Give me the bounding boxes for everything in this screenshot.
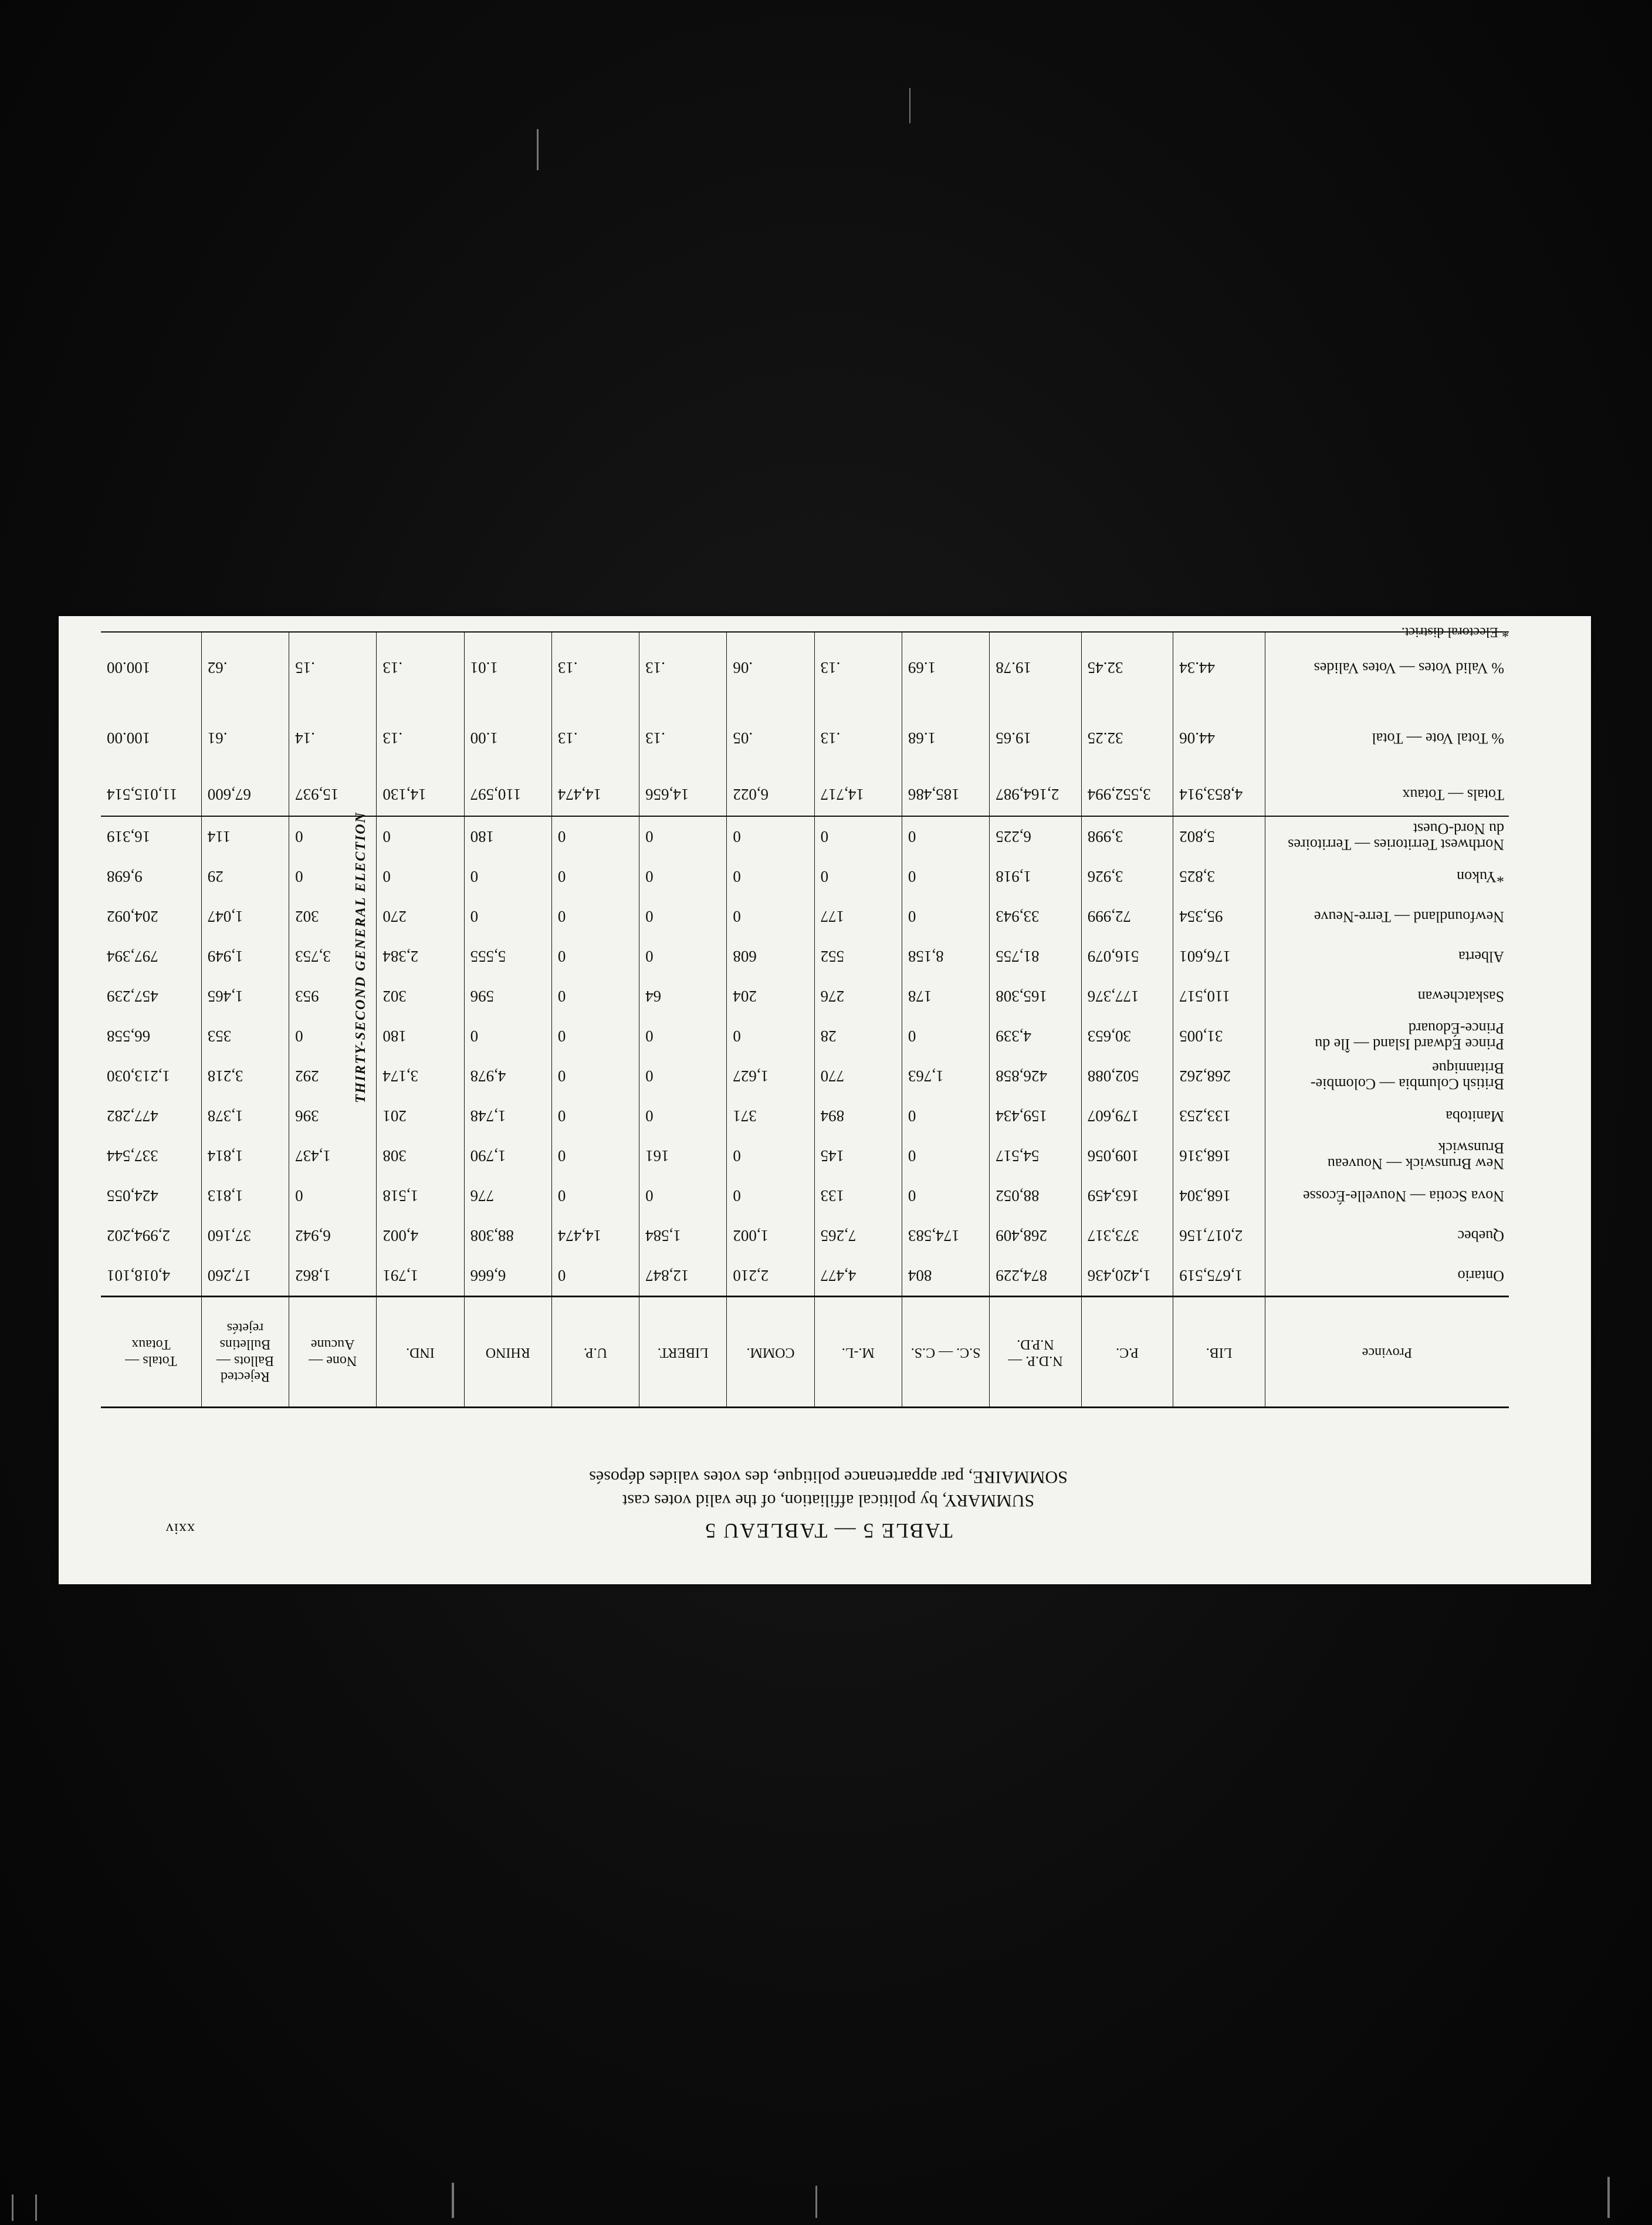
cell-rejected: 29 — [201, 857, 289, 897]
cell-totals: 337,544 — [101, 1136, 201, 1176]
row-label: *Yukon — [1457, 868, 1504, 885]
cell-ind: 14,130 — [377, 773, 464, 816]
cell-pc: 3,926 — [1081, 857, 1173, 897]
cell-up: 0 — [551, 1256, 639, 1297]
cell-ind: 201 — [377, 1096, 464, 1136]
percent-total-row — [101, 703, 1509, 773]
row-label: Alberta — [1458, 948, 1504, 965]
document-sheet — [59, 616, 1591, 1584]
row-label: British Columbia — Colombie-Britannique — [1310, 1060, 1504, 1093]
cell-lib: 268,262 — [1173, 1056, 1265, 1096]
summary-table — [101, 631, 1509, 1408]
cell-rhino: 4,978 — [464, 1056, 551, 1096]
cell-sc: 1.69 — [902, 632, 989, 703]
cell-lib: 44.34 — [1173, 632, 1265, 703]
cell-rhino: 1.01 — [464, 632, 551, 703]
table-row — [101, 1056, 1509, 1096]
table-row — [101, 936, 1509, 976]
cell-comm: 0 — [727, 857, 814, 897]
cell-totals: 4,018,101 — [101, 1256, 201, 1297]
cell-lib: 133,253 — [1173, 1096, 1265, 1136]
cell-ndp: 4,339 — [990, 1016, 1082, 1056]
cell-totals: 457,239 — [101, 976, 201, 1016]
cell-ind: 0 — [377, 857, 464, 897]
cell-ndp: 19.65 — [990, 703, 1082, 773]
cell-ml: 894 — [814, 1096, 902, 1136]
cell-ndp: 2,164,987 — [990, 773, 1082, 816]
cell-rejected: .61 — [201, 703, 289, 773]
header-up: U.P. — [551, 1297, 639, 1408]
cell-none: 1,437 — [289, 1136, 377, 1176]
film-scratch — [452, 2183, 454, 2218]
film-scratch — [537, 129, 539, 170]
cell-none: 0 — [289, 1176, 377, 1216]
film-scratch — [1607, 2177, 1610, 2218]
cell-lib: 44.06 — [1173, 703, 1265, 773]
cell-pc: 30,653 — [1081, 1016, 1173, 1056]
cell-rejected: 1,047 — [201, 897, 289, 936]
cell-comm: .06 — [727, 632, 814, 703]
cell-rejected: 353 — [201, 1016, 289, 1056]
cell-pc: 32.25 — [1081, 703, 1173, 773]
cell-sc: 1,763 — [902, 1056, 989, 1096]
cell-comm: 204 — [727, 976, 814, 1016]
table-row — [101, 1016, 1509, 1056]
cell-lib: 2,017,156 — [1173, 1216, 1265, 1256]
cell-totals: 2,994,202 — [101, 1216, 201, 1256]
cell-ml: 276 — [814, 976, 902, 1016]
cell-libert: 0 — [639, 897, 727, 936]
cell-lib: 4,853,914 — [1173, 773, 1265, 816]
cell-totals: 1,213,030 — [101, 1056, 201, 1096]
cell-totals: 11,015,514 — [101, 773, 201, 816]
cell-lib: 5,802 — [1173, 816, 1265, 857]
cell-rhino: 0 — [464, 897, 551, 936]
film-scratch — [12, 2194, 13, 2221]
cell-sc: 0 — [902, 1176, 989, 1216]
film-scratch — [35, 2194, 37, 2221]
header-ind: IND. — [377, 1297, 464, 1408]
cell-rejected: 1,378 — [201, 1096, 289, 1136]
cell-up: 0 — [551, 857, 639, 897]
cell-ndp: 6,225 — [990, 816, 1082, 857]
cell-comm: 6,022 — [727, 773, 814, 816]
cell-pc: 516,079 — [1081, 936, 1173, 976]
row-label: Quebec — [1457, 1227, 1504, 1245]
header-lib: LIB. — [1173, 1297, 1265, 1408]
cell-sc: 8,158 — [902, 936, 989, 976]
cell-libert: 0 — [639, 1016, 727, 1056]
cell-comm: 1,627 — [727, 1056, 814, 1096]
cell-rhino: 5,555 — [464, 936, 551, 976]
cell-pc: 163,459 — [1081, 1176, 1173, 1216]
cell-none: 0 — [289, 1016, 377, 1056]
running-title: THIRTY-SECOND GENERAL ELECTION — [353, 811, 368, 1103]
cell-libert: 0 — [639, 816, 727, 857]
cell-lib: 168,304 — [1173, 1176, 1265, 1216]
cell-pc: 3,998 — [1081, 816, 1173, 857]
film-scratch — [815, 2186, 817, 2218]
cell-none: 292 — [289, 1056, 377, 1096]
cell-rejected: 1,949 — [201, 936, 289, 976]
header-ml: M.-L. — [814, 1297, 902, 1408]
table-row — [101, 1096, 1509, 1136]
row-label: Totals — Totaux — [1265, 773, 1509, 816]
cell-ind: .13 — [377, 703, 464, 773]
cell-ml: 552 — [814, 936, 902, 976]
cell-up: .13 — [551, 632, 639, 703]
cell-ml: 177 — [814, 897, 902, 936]
cell-ml: 770 — [814, 1056, 902, 1096]
cell-ml: 145 — [814, 1136, 902, 1176]
cell-rhino: 110,597 — [464, 773, 551, 816]
cell-ind: 302 — [377, 976, 464, 1016]
cell-comm: 2,210 — [727, 1256, 814, 1297]
row-label: % Total Vote — Total — [1372, 729, 1504, 747]
cell-libert: 1,584 — [639, 1216, 727, 1256]
cell-comm: 608 — [727, 936, 814, 976]
cell-libert: .13 — [639, 703, 727, 773]
cell-up: 0 — [551, 976, 639, 1016]
cell-up: 0 — [551, 1136, 639, 1176]
percent-valid-row — [101, 632, 1509, 703]
row-label: % Valid Votes — Votes Valides — [1265, 632, 1509, 703]
cell-comm: 0 — [727, 897, 814, 936]
cell-ind: 1,791 — [377, 1256, 464, 1297]
cell-totals: 100.00 — [101, 703, 201, 773]
cell-rhino: 6,666 — [464, 1256, 551, 1297]
cell-none: 3,753 — [289, 936, 377, 976]
cell-ndp: 874,229 — [990, 1256, 1082, 1297]
cell-none: 0 — [289, 816, 377, 857]
cell-ind: 180 — [377, 1016, 464, 1056]
cell-sc: 1.68 — [902, 703, 989, 773]
cell-none: .15 — [289, 632, 377, 703]
cell-libert: 161 — [639, 1136, 727, 1176]
cell-rejected: 67,600 — [201, 773, 289, 816]
header-rhino: RHINO — [464, 1297, 551, 1408]
table-row — [101, 857, 1509, 897]
table-row — [101, 1176, 1509, 1216]
cell-ind: 4,002 — [377, 1216, 464, 1256]
cell-rhino: 1,790 — [464, 1136, 551, 1176]
cell-totals: 477,282 — [101, 1096, 201, 1136]
cell-ind: 1,518 — [377, 1176, 464, 1216]
cell-comm: 0 — [727, 1136, 814, 1176]
cell-pc: 109,056 — [1081, 1136, 1173, 1176]
cell-ind: 308 — [377, 1136, 464, 1176]
row-label: Nova Scotia — Nouvelle-Écosse — [1303, 1187, 1504, 1205]
cell-totals: 16,319 — [101, 816, 201, 857]
cell-rejected: 3,218 — [201, 1056, 289, 1096]
cell-ndp: 426,858 — [990, 1056, 1082, 1096]
cell-ml: 7,265 — [814, 1216, 902, 1256]
cell-ml: 28 — [814, 1016, 902, 1056]
header-pc: P.C. — [1081, 1297, 1173, 1408]
cell-rejected: 37,160 — [201, 1216, 289, 1256]
cell-ml: 4,477 — [814, 1256, 902, 1297]
cell-ndp: 88,052 — [990, 1176, 1082, 1216]
cell-rhino: 88,308 — [464, 1216, 551, 1256]
cell-totals: 66,558 — [101, 1016, 201, 1056]
cell-up: 14,474 — [551, 1216, 639, 1256]
footnote: * Electoral district. — [1401, 624, 1509, 640]
cell-ndp: 33,943 — [990, 897, 1082, 936]
cell-ml: 14,717 — [814, 773, 902, 816]
cell-sc: 804 — [902, 1256, 989, 1297]
cell-rhino: 180 — [464, 816, 551, 857]
cell-none: 6,942 — [289, 1216, 377, 1256]
cell-up: 0 — [551, 1176, 639, 1216]
cell-rejected: 1,465 — [201, 976, 289, 1016]
cell-totals: 204,092 — [101, 897, 201, 936]
cell-rhino: 596 — [464, 976, 551, 1016]
header-rejected: Rejected Ballots — Bulletins rejetés — [201, 1297, 289, 1408]
cell-comm: .05 — [727, 703, 814, 773]
cell-rhino: 0 — [464, 857, 551, 897]
cell-ml: 0 — [814, 816, 902, 857]
cell-up: 14,474 — [551, 773, 639, 816]
cell-libert: 0 — [639, 857, 727, 897]
cell-sc: 0 — [902, 857, 989, 897]
cell-totals: 9,698 — [101, 857, 201, 897]
cell-sc: 0 — [902, 816, 989, 857]
cell-none: 953 — [289, 976, 377, 1016]
cell-comm: 371 — [727, 1096, 814, 1136]
cell-none: 15,937 — [289, 773, 377, 816]
cell-lib: 168,316 — [1173, 1136, 1265, 1176]
cell-ndp: 159,434 — [990, 1096, 1082, 1136]
cell-ndp: 19.78 — [990, 632, 1082, 703]
header-province: Province — [1265, 1297, 1509, 1408]
cell-ind: 2,384 — [377, 936, 464, 976]
cell-comm: 0 — [727, 1016, 814, 1056]
cell-comm: 0 — [727, 816, 814, 857]
header-totals: Totals — Totaux — [101, 1297, 201, 1408]
subtitle-english: SUMMARY, by political affiliation, of the valid votes cast — [622, 1491, 1035, 1510]
cell-pc: 177,376 — [1081, 976, 1173, 1016]
row-label: Ontario — [1457, 1267, 1504, 1284]
table-row — [101, 976, 1509, 1016]
cell-comm: 1,002 — [727, 1216, 814, 1256]
row-label: Saskatchewan — [1417, 988, 1504, 1005]
cell-pc: 3,552,994 — [1081, 773, 1173, 816]
totals-row — [101, 773, 1509, 816]
cell-lib: 110,517 — [1173, 976, 1265, 1016]
cell-libert: 0 — [639, 1176, 727, 1216]
film-scratch — [909, 88, 910, 123]
cell-pc: 179,607 — [1081, 1096, 1173, 1136]
row-label: Prince Edward Island — Île du Prince-Édouard — [1315, 1020, 1504, 1053]
cell-sc: 185,486 — [902, 773, 989, 816]
cell-sc: 0 — [902, 897, 989, 936]
header-libert: LIBERT. — [639, 1297, 727, 1408]
cell-up: 0 — [551, 1016, 639, 1056]
cell-ml: .13 — [814, 703, 902, 773]
cell-ml: .13 — [814, 632, 902, 703]
cell-none: .14 — [289, 703, 377, 773]
cell-ml: 0 — [814, 857, 902, 897]
cell-lib: 3,825 — [1173, 857, 1265, 897]
cell-none: 396 — [289, 1096, 377, 1136]
cell-libert: 0 — [639, 936, 727, 976]
table-row — [101, 1136, 1509, 1176]
table-row — [101, 1256, 1509, 1297]
table-header-row — [101, 1297, 1509, 1408]
cell-rejected: 114 — [201, 816, 289, 857]
cell-libert: 0 — [639, 1056, 727, 1096]
row-label: Newfoundland — Terre-Neuve — [1314, 908, 1504, 925]
cell-sc: 0 — [902, 1096, 989, 1136]
cell-totals: 100.00 — [101, 632, 201, 703]
cell-rejected: 1,814 — [201, 1136, 289, 1176]
table-body — [101, 632, 1509, 1297]
cell-rhino: 1,748 — [464, 1096, 551, 1136]
cell-up: .13 — [551, 703, 639, 773]
cell-sc: 178 — [902, 976, 989, 1016]
cell-ind: 270 — [377, 897, 464, 936]
header-ndp: N.D.P. — N.P.D. — [990, 1297, 1082, 1408]
cell-rhino: 0 — [464, 1016, 551, 1056]
cell-libert: 12,847 — [639, 1256, 727, 1297]
cell-lib: 1,675,519 — [1173, 1256, 1265, 1297]
cell-rhino: 776 — [464, 1176, 551, 1216]
cell-rhino: 1.00 — [464, 703, 551, 773]
cell-lib: 176,601 — [1173, 936, 1265, 976]
table-row — [101, 897, 1509, 936]
cell-ndp: 165,308 — [990, 976, 1082, 1016]
cell-libert: 64 — [639, 976, 727, 1016]
cell-sc: 0 — [902, 1136, 989, 1176]
cell-up: 0 — [551, 1056, 639, 1096]
cell-libert: 0 — [639, 1096, 727, 1136]
cell-up: 0 — [551, 1096, 639, 1136]
table-titles — [300, 1467, 1356, 1543]
cell-lib: 31,005 — [1173, 1016, 1265, 1056]
cell-pc: 72,999 — [1081, 897, 1173, 936]
cell-ml: 133 — [814, 1176, 902, 1216]
cell-ind: 3,174 — [377, 1056, 464, 1096]
cell-totals: 797,394 — [101, 936, 201, 976]
cell-rejected: .62 — [201, 632, 289, 703]
cell-ndp: 81,755 — [990, 936, 1082, 976]
cell-ind: 0 — [377, 816, 464, 857]
cell-up: 0 — [551, 936, 639, 976]
cell-rejected: 1,813 — [201, 1176, 289, 1216]
subtitle-french: SOMMAIRE, par appartenance politique, des votes valides déposés — [589, 1467, 1068, 1487]
cell-pc: 32.45 — [1081, 632, 1173, 703]
row-label: Northwest Territories — Territoires du Nord-Ouest — [1288, 820, 1504, 854]
cell-ndp: 1,918 — [990, 857, 1082, 897]
cell-ndp: 54,517 — [990, 1136, 1082, 1176]
row-label: Manitoba — [1446, 1107, 1504, 1125]
table-row — [101, 816, 1509, 857]
cell-ndp: 268,409 — [990, 1216, 1082, 1256]
page-number: xxiv — [165, 1520, 195, 1537]
table-title: TABLE 5 — TABLEAU 5 — [704, 1519, 953, 1543]
cell-pc: 502,088 — [1081, 1056, 1173, 1096]
header-none: None — Aucune — [289, 1297, 377, 1408]
cell-pc: 373,317 — [1081, 1216, 1173, 1256]
cell-libert: .13 — [639, 632, 727, 703]
cell-up: 0 — [551, 816, 639, 857]
cell-up: 0 — [551, 897, 639, 936]
rotated-page — [59, 616, 1591, 1584]
cell-none: 0 — [289, 857, 377, 897]
cell-totals: 424,055 — [101, 1176, 201, 1216]
cell-rejected: 17,260 — [201, 1256, 289, 1297]
header-comm: COMM. — [727, 1297, 814, 1408]
cell-comm: 0 — [727, 1176, 814, 1216]
cell-libert: 14,656 — [639, 773, 727, 816]
cell-sc: 0 — [902, 1016, 989, 1056]
row-label: New Brunswick — Nouveau Brunswick — [1327, 1139, 1504, 1173]
cell-lib: 95,354 — [1173, 897, 1265, 936]
cell-sc: 174,583 — [902, 1216, 989, 1256]
header-sc: S.C. — C.S. — [902, 1297, 989, 1408]
cell-ind: .13 — [377, 632, 464, 703]
cell-none: 302 — [289, 897, 377, 936]
cell-none: 1,862 — [289, 1256, 377, 1297]
cell-pc: 1,420,436 — [1081, 1256, 1173, 1297]
table-row — [101, 1216, 1509, 1256]
